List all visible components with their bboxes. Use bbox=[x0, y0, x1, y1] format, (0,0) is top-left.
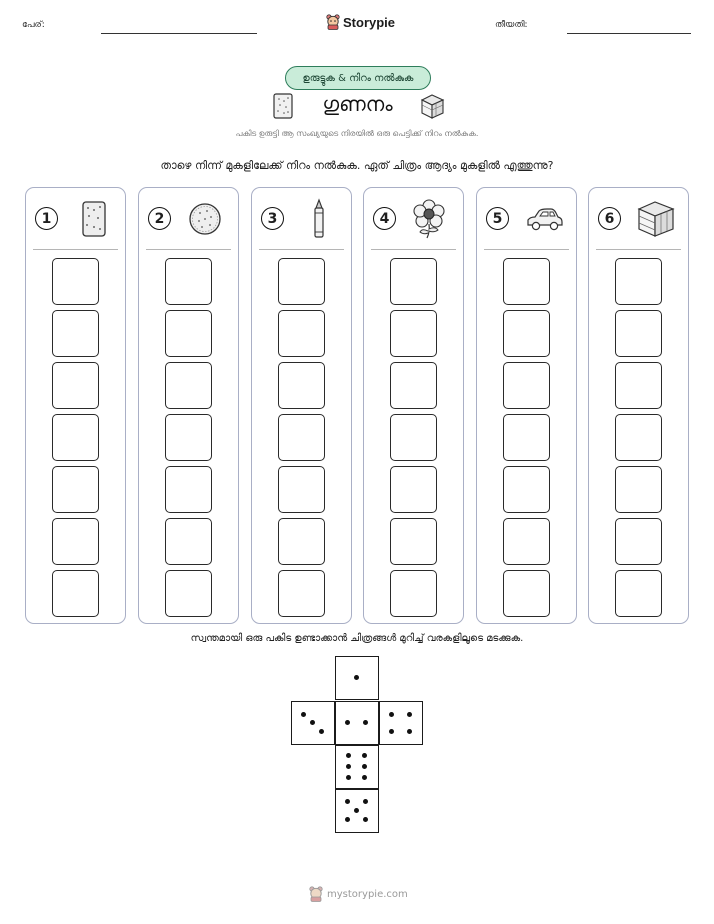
brand-name: Storypie bbox=[343, 14, 396, 30]
crayon-icon bbox=[296, 198, 342, 240]
car-icon bbox=[521, 198, 567, 240]
column-4 bbox=[363, 187, 464, 624]
color-box[interactable] bbox=[278, 414, 325, 461]
color-box[interactable] bbox=[615, 518, 662, 565]
color-box[interactable] bbox=[390, 518, 437, 565]
die-face bbox=[291, 701, 335, 745]
color-box[interactable] bbox=[52, 518, 99, 565]
color-box[interactable] bbox=[165, 258, 212, 305]
page-title: ഗുണനം bbox=[322, 92, 393, 116]
color-box[interactable] bbox=[503, 570, 550, 617]
bear-mascot-icon bbox=[326, 14, 340, 30]
color-box[interactable] bbox=[52, 310, 99, 357]
color-box[interactable] bbox=[278, 570, 325, 617]
column-6 bbox=[588, 187, 689, 624]
color-box[interactable] bbox=[52, 570, 99, 617]
color-box[interactable] bbox=[165, 414, 212, 461]
die-pip bbox=[301, 712, 306, 717]
column-5 bbox=[476, 187, 577, 624]
column-number: 2 bbox=[148, 207, 171, 230]
column-number: 5 bbox=[486, 207, 509, 230]
color-box[interactable] bbox=[165, 570, 212, 617]
column-divider bbox=[596, 249, 681, 250]
color-box[interactable] bbox=[615, 570, 662, 617]
die-pip bbox=[362, 775, 367, 780]
die-pip bbox=[346, 764, 351, 769]
wooden-crate-icon bbox=[633, 198, 679, 240]
footer-site[interactable]: mystorypie.com bbox=[327, 888, 408, 900]
bear-mascot-icon bbox=[309, 886, 323, 902]
die-pip bbox=[363, 799, 368, 804]
color-box[interactable] bbox=[165, 362, 212, 409]
column-number: 3 bbox=[261, 207, 284, 230]
die-pip bbox=[389, 712, 394, 717]
die-pip bbox=[319, 729, 324, 734]
color-box[interactable] bbox=[165, 310, 212, 357]
color-box[interactable] bbox=[165, 518, 212, 565]
die-pip bbox=[389, 729, 394, 734]
die-pip bbox=[363, 720, 368, 725]
instruction: താഴെ നിന്ന് മുകളിലേക്ക് നിറം നൽകുക. ഏത് ചിത്രം ആദ്യം മുകളിൽ എത്തുന്നു? bbox=[160, 159, 554, 172]
color-box[interactable] bbox=[52, 362, 99, 409]
column-divider bbox=[33, 249, 118, 250]
color-box[interactable] bbox=[52, 414, 99, 461]
column-number: 1 bbox=[35, 207, 58, 230]
color-box[interactable] bbox=[165, 466, 212, 513]
subtitle: പകിട ഉരുട്ടി ആ സംഖ്യയുടെ നിരയിൽ ഒരു പെട്ടിക്ക് നിറം നൽകുക. bbox=[235, 129, 479, 138]
color-box[interactable] bbox=[503, 414, 550, 461]
die-pip bbox=[362, 764, 367, 769]
color-box[interactable] bbox=[615, 466, 662, 513]
cracker-icon bbox=[70, 198, 116, 240]
column-number: 6 bbox=[598, 207, 621, 230]
color-box[interactable] bbox=[278, 310, 325, 357]
die-pip bbox=[310, 720, 315, 725]
die-pip bbox=[346, 775, 351, 780]
column-2 bbox=[138, 187, 239, 624]
column-divider bbox=[146, 249, 231, 250]
die-pip bbox=[354, 808, 359, 813]
color-box[interactable] bbox=[615, 414, 662, 461]
color-box[interactable] bbox=[390, 258, 437, 305]
die-pip bbox=[354, 675, 359, 680]
date-line[interactable] bbox=[567, 33, 691, 34]
date-label: തീയതി: bbox=[495, 20, 528, 30]
color-box[interactable] bbox=[390, 466, 437, 513]
flower-icon bbox=[408, 198, 454, 240]
cut-instruction: സ്വന്തമായി ഒരു പകിട ഉണ്ടാക്കാൻ ചിത്രങ്ങൾ മുറിച്ച് വരകളിലൂടെ മടക്കുക. bbox=[190, 633, 524, 644]
die-pip bbox=[362, 753, 367, 758]
color-box[interactable] bbox=[503, 310, 550, 357]
die-pip bbox=[407, 712, 412, 717]
die-face bbox=[335, 745, 379, 789]
column-divider bbox=[259, 249, 344, 250]
die-pip bbox=[363, 817, 368, 822]
column-divider bbox=[484, 249, 569, 250]
color-box[interactable] bbox=[615, 258, 662, 305]
color-box[interactable] bbox=[503, 518, 550, 565]
color-box[interactable] bbox=[615, 362, 662, 409]
wooden-crate-icon bbox=[418, 92, 446, 120]
die-pip bbox=[345, 817, 350, 822]
name-label: പേര്: bbox=[22, 20, 45, 30]
color-box[interactable] bbox=[278, 466, 325, 513]
color-box[interactable] bbox=[390, 362, 437, 409]
color-box[interactable] bbox=[503, 362, 550, 409]
die-pip bbox=[407, 729, 412, 734]
brand-logo bbox=[326, 14, 395, 30]
color-box[interactable] bbox=[390, 310, 437, 357]
cracker-icon bbox=[272, 92, 294, 120]
color-box[interactable] bbox=[615, 310, 662, 357]
column-3 bbox=[251, 187, 352, 624]
die-pip bbox=[345, 720, 350, 725]
column-number: 4 bbox=[373, 207, 396, 230]
color-box[interactable] bbox=[503, 258, 550, 305]
color-box[interactable] bbox=[390, 414, 437, 461]
color-box[interactable] bbox=[278, 362, 325, 409]
name-line[interactable] bbox=[101, 33, 257, 34]
color-box[interactable] bbox=[278, 258, 325, 305]
die-face bbox=[379, 701, 423, 745]
die-face bbox=[335, 656, 379, 700]
cookie-icon bbox=[183, 198, 229, 240]
color-box[interactable] bbox=[503, 466, 550, 513]
column-divider bbox=[371, 249, 456, 250]
color-box[interactable] bbox=[278, 518, 325, 565]
die-pip bbox=[346, 753, 351, 758]
die-face bbox=[335, 789, 379, 833]
color-box[interactable] bbox=[390, 570, 437, 617]
die-face bbox=[335, 701, 379, 745]
column-1 bbox=[25, 187, 126, 624]
color-box[interactable] bbox=[52, 258, 99, 305]
die-pip bbox=[345, 799, 350, 804]
activity-tag: ഉരുട്ടുക & നിറം നൽകുക bbox=[285, 66, 431, 90]
color-box[interactable] bbox=[52, 466, 99, 513]
footer bbox=[309, 886, 408, 902]
